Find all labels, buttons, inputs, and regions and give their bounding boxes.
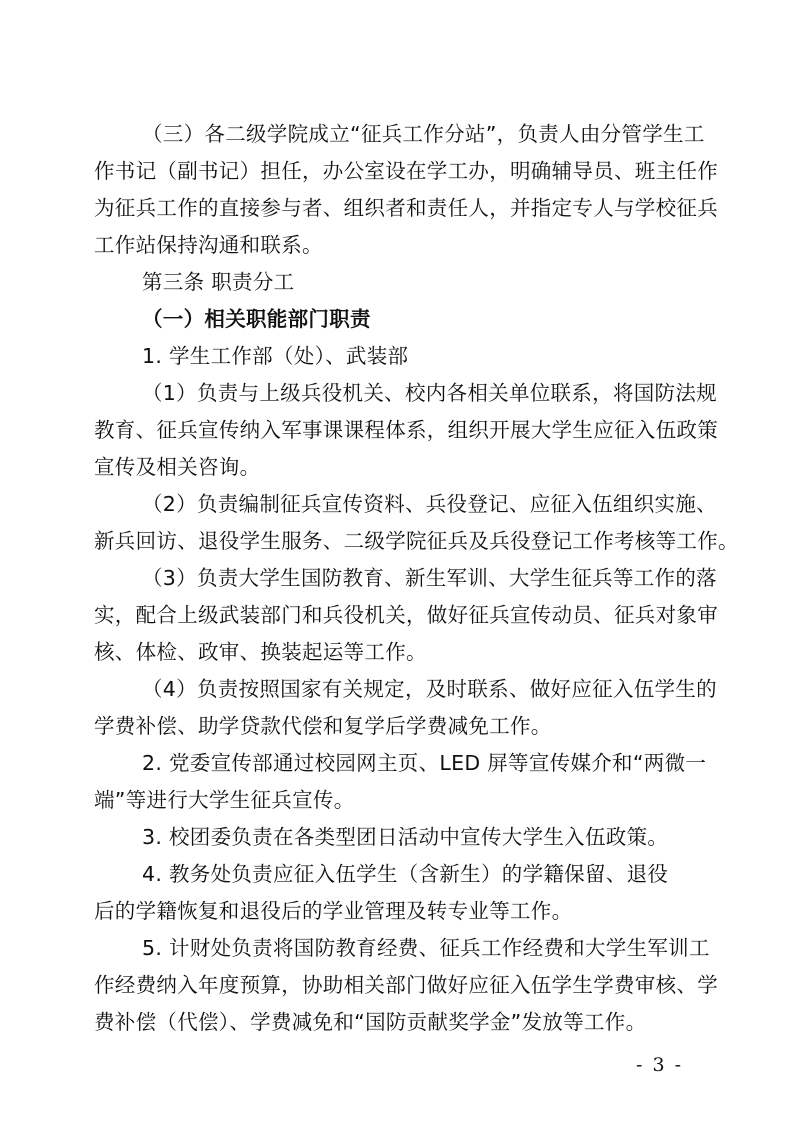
paragraph-line: 费补偿（代偿）、学费减免和“国防贡献奖学金”发放等工作。 bbox=[94, 1010, 647, 1034]
paragraph-line: 实，配合上级武装部门和兵役机关，做好征兵宣传动员、征兵对象审 bbox=[94, 603, 718, 627]
paragraph-line: （4）负责按照国家有关规定，及时联系、做好应征入伍学生的 bbox=[142, 677, 717, 701]
page-number: - 3 - bbox=[636, 1054, 684, 1076]
section-heading: （一）相关职能部门职责 bbox=[142, 307, 371, 331]
paragraph-line: 工作站保持沟通和联系。 bbox=[94, 233, 323, 257]
subsection-heading: 1. 学生工作部（处）、武装部 bbox=[142, 344, 409, 368]
paragraph-line: 2. 党委宣传部通过校园网主页、LED 屏等宣传媒介和“两微一 bbox=[142, 751, 707, 775]
paragraph-line: 作经费纳入年度预算，协助相关部门做好应征入伍学生学费审核、学 bbox=[94, 973, 718, 997]
paragraph-line: （三）各二级学院成立“征兵工作分站”，负责人由分管学生工 bbox=[142, 122, 705, 146]
paragraph-line: 教育、征兵宣传纳入军事课课程体系，组织开展大学生应征入伍政策 bbox=[94, 418, 718, 442]
paragraph-line: （3）负责大学生国防教育、新生军训、大学生征兵等工作的落 bbox=[142, 566, 717, 590]
paragraph-line: 宣传及相关咨询。 bbox=[94, 455, 261, 479]
paragraph-line: 后的学籍恢复和退役后的学业管理及转专业等工作。 bbox=[94, 899, 573, 923]
paragraph-line: 新兵回访、退役学生服务、二级学院征兵及兵役登记工作考核等工作。 bbox=[94, 529, 739, 553]
paragraph-line: 学费补偿、助学贷款代偿和复学后学费减免工作。 bbox=[94, 714, 552, 738]
paragraph-line: 核、体检、政审、换装起运等工作。 bbox=[94, 640, 427, 664]
paragraph-line: （1）负责与上级兵役机关、校内各相关单位联系，将国防法规 bbox=[142, 381, 717, 405]
paragraph-line: 4. 教务处负责应征入伍学生（含新生）的学籍保留、退役 bbox=[142, 862, 669, 886]
paragraph-line: 端”等进行大学生征兵宣传。 bbox=[94, 788, 355, 812]
paragraph-line: 5. 计财处负责将国防教育经费、征兵工作经费和大学生军训工 bbox=[142, 936, 710, 960]
article-heading: 第三条 职责分工 bbox=[142, 270, 295, 294]
paragraph-line: 为征兵工作的直接参与者、组织者和责任人，并指定专人与学校征兵 bbox=[94, 196, 718, 220]
paragraph-line: 3. 校团委负责在各类型团日活动中宣传大学生入伍政策。 bbox=[142, 825, 669, 849]
paragraph-line: （2）负责编制征兵宣传资料、兵役登记、应征入伍组织实施、 bbox=[142, 492, 717, 516]
paragraph-line: 作书记（副书记）担任，办公室设在学工办，明确辅导员、班主任作 bbox=[94, 159, 718, 183]
